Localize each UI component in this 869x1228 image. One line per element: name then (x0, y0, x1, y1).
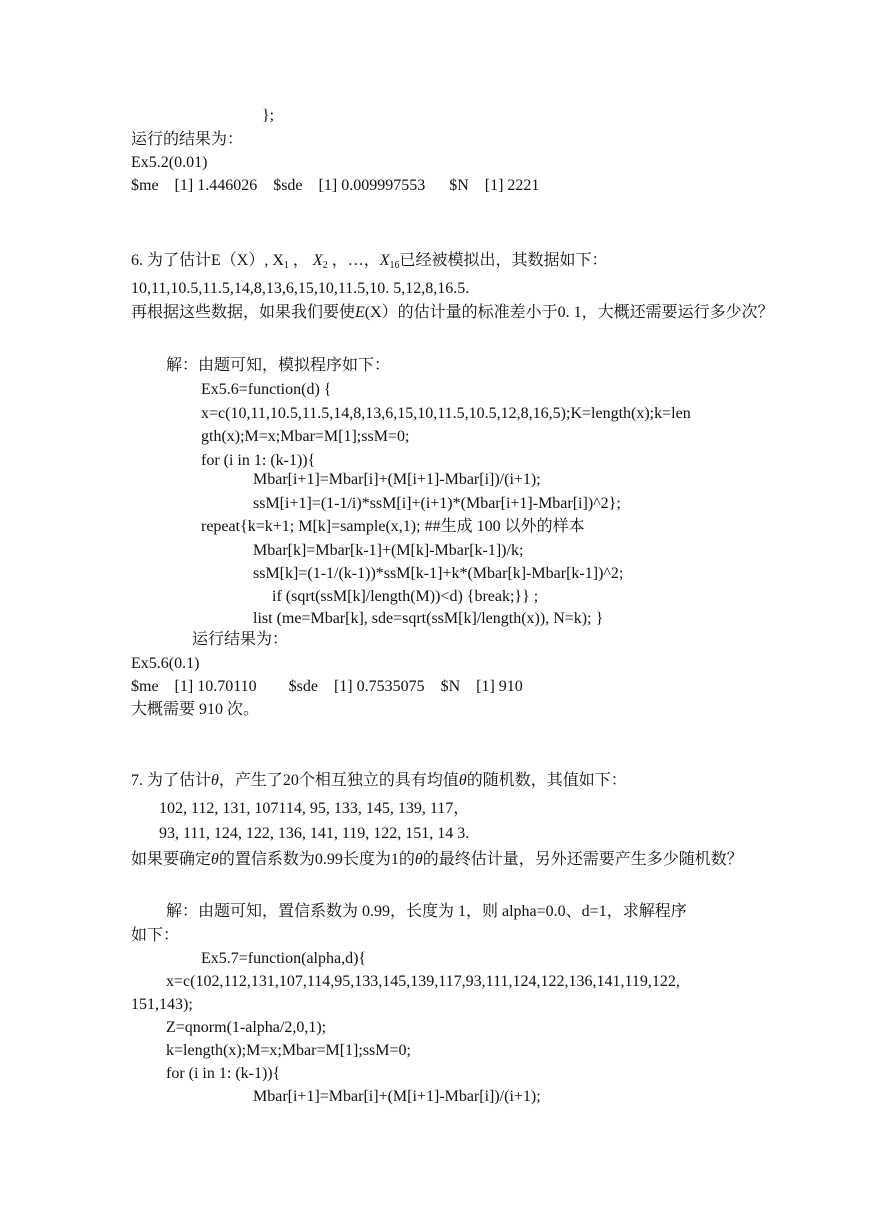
output-line: $me [1] 10.70110 $sde [1] 0.7535075 $N [1] 910 (131, 678, 523, 695)
question-7-data: 102, 112, 131, 107114, 95, 133, 145, 139, 117， (159, 800, 470, 817)
question-7-data: 93, 111, 124, 122, 136, 141, 119, 122, 151, 14 3. (159, 825, 470, 842)
question-7-text: 7. 为了估计θ，产生了20个相互独立的具有均值θ的随机数，其值如下： (131, 772, 627, 789)
solution-intro: 解：由题可知，置信系数为 0.99，长度为 1，则 alpha=0.0、d=1，求解程序 (166, 903, 687, 920)
code-line: repeat{k=k+1; M[k]=sample(x,1); ##生成 100 以外的样本 (201, 518, 585, 535)
code-line: Mbar[i+1]=Mbar[i]+(M[i+1]-Mbar[i])/(i+1); (253, 471, 541, 488)
code-line: for (i in 1: (k-1)){ (201, 452, 316, 469)
code-line: Mbar[i+1]=Mbar[i]+(M[i+1]-Mbar[i])/(i+1); (253, 1088, 541, 1105)
solution-intro: 解：由题可知，模拟程序如下： (166, 357, 391, 374)
code-line: ssM[i+1]=(1-1/i)*ssM[i]+(i+1)*(Mbar[i+1]-Mbar[i])^2}; (253, 495, 621, 512)
code-closing: }; (262, 107, 275, 124)
question-6-text: 6. 为了估计E（X）, $X_1$ ， $X_2$ ，…，$X_{16}$已经被模拟出，其数据如下： (131, 252, 608, 271)
question-6-ask: 再根据这些数据，如果我们要使E(X）的估计量的标准差小于0. 1，大概还需要运行多少次？ (131, 304, 774, 321)
code-line: Z=qnorm(1-alpha/2,0,1); (166, 1019, 327, 1036)
code-line: list (me=Mbar[k], sde=sqrt(ssM[k]/length(x)), N=k); } (253, 610, 604, 627)
code-line: Ex5.7=function(alpha,d){ (201, 950, 367, 967)
result-label: 运行结果为： (192, 631, 289, 648)
function-call: Ex5.2(0.01) (131, 154, 208, 171)
function-call: Ex5.6(0.1) (131, 655, 200, 672)
question-7-ask: 如果要确定θ的置信系数为0.99长度为1的θ的最终估计量，另外还需要产生多少随机数？ (131, 851, 743, 868)
code-line: x=c(102,112,131,107,114,95,133,145,139,117,93,111,124,122,136,141,119,122, (166, 973, 680, 990)
output-line: $me [1] 1.446026 $sde [1] 0.009997553 $N [1] 2221 (131, 177, 540, 194)
code-line: 151,143); (131, 996, 193, 1013)
code-line: Mbar[k]=Mbar[k-1]+(M[k]-Mbar[k-1])/k; (253, 542, 524, 559)
result-label: 运行的结果为： (131, 131, 244, 148)
code-line: Ex5.6=function(d) { (201, 381, 332, 398)
code-line: if (sqrt(ssM[k]/length(M))<d) {break;}} ; (272, 588, 539, 605)
code-line: ssM[k]=(1-1/(k-1))*ssM[k-1]+k*(Mbar[k]-Mbar[k-1])^2; (253, 565, 624, 582)
question-6-data: 10,11,10.5,11.5,14,8,13,6,15,10,11.5,10. 5,12,8,16.5. (131, 280, 470, 297)
code-line: k=length(x);M=x;Mbar=M[1];ssM=0; (166, 1042, 411, 1059)
code-line: x=c(10,11,10.5,11.5,14,8,13,6,15,10,11.5,10.5,12,8,16,5);K=length(x);k=len (201, 405, 691, 422)
solution-intro: 如下： (131, 927, 180, 944)
code-line: gth(x);M=x;Mbar=M[1];ssM=0; (201, 428, 410, 445)
answer-text: 大概需要 910 次。 (131, 701, 260, 718)
code-line: for (i in 1: (k-1)){ (166, 1065, 281, 1082)
